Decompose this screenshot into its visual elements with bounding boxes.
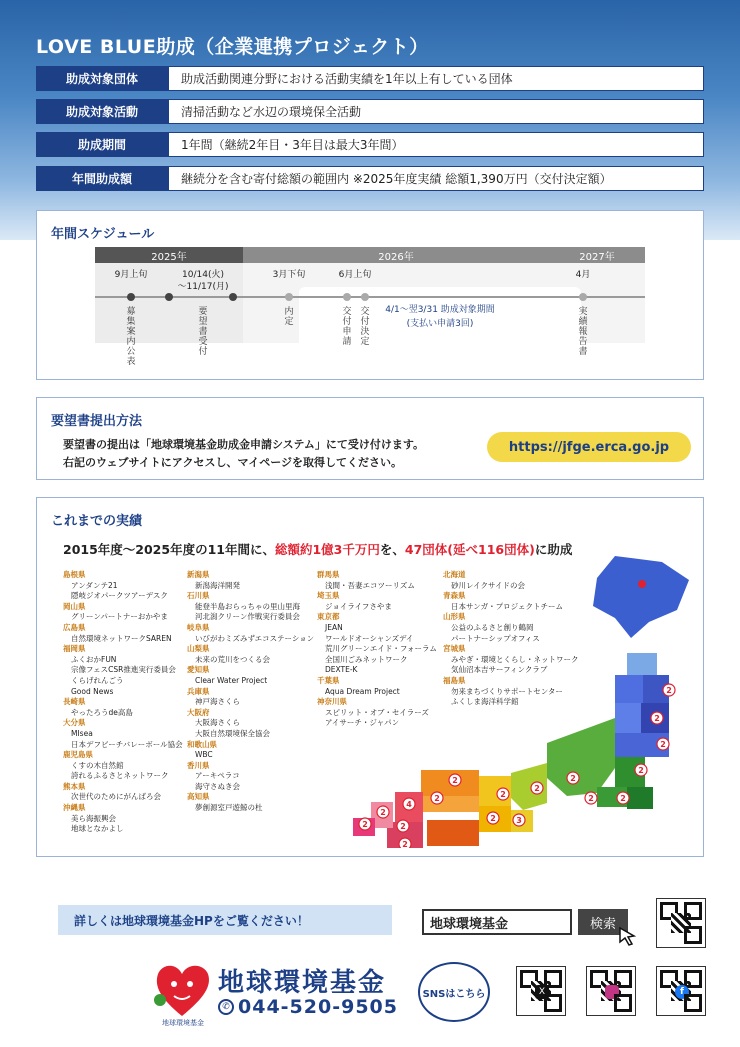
- chubu-shape: [547, 718, 615, 796]
- timeline-dot: [343, 293, 351, 301]
- count-badge: [449, 774, 461, 786]
- organization-name: 自然環境ネットワークSAREN: [71, 633, 172, 643]
- instagram-icon: [605, 985, 619, 999]
- search-input[interactable]: 地球環境基金: [422, 909, 572, 935]
- organization-name: 誇れるふるさとネットワーク: [71, 771, 169, 781]
- organization-name: 勿来まちづくりサポートセンター: [451, 686, 563, 696]
- timeline-dot: [285, 293, 293, 301]
- application-line: 要望書の提出は「地球環境基金助成金申請システム」にて受け付けます。: [63, 438, 425, 451]
- organization-name: 大阪海さくら: [195, 718, 240, 728]
- prefecture-label: 山梨県: [187, 644, 210, 654]
- count-badge: [663, 684, 675, 696]
- organization-name: くらげれんごう: [71, 675, 124, 685]
- prefecture-label: 福島県: [443, 675, 466, 685]
- x-qr-code[interactable]: [516, 966, 566, 1016]
- shikoku-shape: [427, 820, 479, 846]
- count-badge: [431, 792, 443, 804]
- svg-text:2: 2: [654, 714, 660, 723]
- cta-banner: 詳しくは地球環境基金HPをご覧ください！: [58, 905, 392, 935]
- count-badge: [585, 792, 597, 804]
- count-badge: [403, 798, 415, 810]
- organization-name: アンダンテ21: [71, 580, 118, 590]
- month-mar: 3月下旬: [272, 270, 306, 280]
- count-badge: [635, 764, 647, 776]
- info-value: 1年間（継続2年目・3年目は最大3年間）: [168, 132, 704, 157]
- prefecture-label: 広島県: [63, 622, 86, 632]
- prefecture-label: 千葉県: [317, 675, 340, 685]
- count-badge: [497, 788, 509, 800]
- headline-groups: 47団体(延べ116団体): [404, 542, 535, 557]
- prefecture-label: 高知県: [187, 792, 210, 802]
- month-sep: 9月上旬: [114, 270, 148, 280]
- organization-name: 河北潟クリーン作戦実行委員会: [195, 612, 300, 622]
- month-oct-nov: 10/14(火) ～11/17(月): [177, 270, 229, 292]
- info-value: 助成活動関連分野における活動実績を1年以上有している団体: [168, 66, 704, 91]
- chiba-shape: [627, 787, 653, 809]
- organization-name: ジョイライフさやま: [325, 601, 392, 611]
- organization-name: 海守さぬき会: [195, 781, 240, 791]
- info-row-target-org: [36, 66, 704, 91]
- prefecture-label: 山形県: [443, 612, 466, 622]
- svg-text:2: 2: [380, 808, 386, 817]
- month-jun: 6月上旬: [338, 270, 372, 280]
- svg-text:2: 2: [500, 790, 506, 799]
- organization-name: やったろうde高島: [71, 707, 133, 717]
- svg-text:2: 2: [588, 794, 594, 803]
- svg-text:2: 2: [570, 774, 576, 783]
- organization-name: 未来の荒川をつくる会: [195, 654, 270, 664]
- x-icon: X: [535, 985, 549, 999]
- prefecture-label: 福岡県: [63, 644, 86, 654]
- hokkaido-shape: [593, 556, 689, 638]
- prefecture-label: 新潟県: [187, 570, 210, 579]
- facebook-icon: f: [675, 985, 689, 999]
- prefecture-label: 兵庫県: [187, 686, 210, 696]
- organization-name: 砂川レイクサイドの会: [451, 580, 525, 590]
- organization-name: 夢創源室戸遊鯨の杜: [195, 803, 263, 813]
- info-row-annual-amount: [36, 166, 704, 191]
- prefecture-label: 群馬県: [317, 570, 340, 579]
- kyushu-region: [371, 792, 423, 848]
- hokkaido-region: [593, 556, 689, 638]
- facebook-qr-code[interactable]: [656, 966, 706, 1016]
- timeline-dot: [361, 293, 369, 301]
- prefecture-label: 神奈川県: [317, 697, 347, 707]
- results-title: これまでの実績: [51, 514, 143, 529]
- results-column: [187, 570, 314, 814]
- japan-map: [297, 548, 697, 848]
- organization-name: JEAN: [325, 622, 343, 632]
- prefecture-label: 青森県: [443, 591, 466, 601]
- prefecture-label: 埼玉県: [317, 591, 340, 601]
- heart-logo-icon: [150, 958, 214, 1020]
- year-2026-bar: 2026年: [243, 247, 549, 263]
- organization-name: 日本デフビーチバレーボール協会: [71, 739, 183, 749]
- organization-name: 日本サンガ・プロジェクトチーム: [451, 601, 563, 611]
- event-report: 実 績 報 告 書: [578, 307, 588, 357]
- info-value: 継続分を含む寄付総額の範囲内 ※2025年度実績 総額1,390万円（交付決定額）: [168, 166, 704, 191]
- organization-name: 隠岐ジオパークツアーデスク: [71, 591, 168, 601]
- prefecture-label: 宮城県: [443, 644, 466, 654]
- year-2025-bar: 2025年: [95, 247, 243, 263]
- event-informal-decision: 内 定: [284, 307, 294, 327]
- svg-text:2: 2: [362, 820, 368, 829]
- svg-text:2: 2: [402, 840, 408, 848]
- prefecture-label: 香川県: [187, 760, 210, 770]
- svg-text:2: 2: [660, 740, 666, 749]
- period-text: 4/1～翌3/31 助成対象期間: [385, 305, 495, 315]
- count-badge: [513, 814, 525, 826]
- aomori-shape: [627, 653, 657, 675]
- count-badge: [397, 820, 409, 832]
- count-badge: [359, 818, 371, 830]
- yamagata-shape: [615, 703, 641, 733]
- organization-name: 公益のふるさと創り鶴岡: [451, 622, 534, 632]
- prefecture-label: 岐阜県: [187, 622, 210, 632]
- application-panel: [36, 397, 704, 480]
- organization-name: みやぎ・環境とくらし・ネットワーク: [451, 654, 579, 664]
- timeline-dot: [127, 293, 135, 301]
- sns-label: SNSはこちら: [418, 962, 490, 1022]
- month-apr: 4月: [575, 270, 591, 280]
- info-label: 助成対象団体: [36, 66, 168, 91]
- organization-name: 新潟海洋開発: [195, 580, 240, 590]
- count-badge: [617, 792, 629, 804]
- organization-name: ふくしま海洋科学館: [451, 697, 519, 707]
- search-button[interactable]: 検索: [578, 909, 628, 935]
- organization-name: 神戸海さくら: [195, 697, 240, 707]
- prefecture-label: 熊本県: [63, 781, 86, 791]
- phone-text: 044-520-9505: [238, 996, 398, 1018]
- prefecture-label: 岡山県: [63, 601, 86, 611]
- count-badge: [377, 806, 389, 818]
- count-badge: [531, 782, 543, 794]
- page-title: LOVE BLUE助成（企業連携プロジェクト）: [36, 36, 429, 58]
- svg-text:3: 3: [516, 816, 522, 825]
- prefecture-label: 愛知県: [187, 665, 210, 675]
- logo-caption: 地球環境基金: [162, 1019, 204, 1027]
- location-marker: [638, 580, 646, 588]
- count-badge: [487, 812, 499, 824]
- organization-name: いびがわミズみずエコステーション: [195, 633, 315, 643]
- timeline-axis: [95, 296, 645, 298]
- year-2027-bar: 2027年: [549, 247, 645, 263]
- application-line: 右記のウェブサイトにアクセスし、マイページを取得してください。: [63, 456, 403, 469]
- organization-name: パートナーシップオフィス: [451, 633, 540, 643]
- results-panel: [36, 497, 704, 857]
- headline-amount: 総額約1億3千万円: [274, 542, 380, 557]
- chugoku-south-shape: [421, 796, 479, 812]
- prefecture-label: 大分県: [63, 718, 86, 728]
- homepage-qr-code[interactable]: [656, 898, 706, 948]
- svg-text:2: 2: [620, 794, 626, 803]
- organization-name: 地球となかよし: [71, 824, 124, 834]
- headline-text: を、: [379, 542, 405, 557]
- prefecture-label: 大阪府: [187, 707, 210, 717]
- count-badge: [657, 738, 669, 750]
- organization-name: 全国川ごみネットワーク: [325, 654, 408, 664]
- organization-name: Aqua Dream Project: [325, 686, 400, 696]
- svg-text:2: 2: [666, 686, 672, 695]
- schedule-title: 年間スケジュール: [51, 227, 155, 242]
- organization-name: Good News: [71, 686, 114, 696]
- results-column: [63, 570, 183, 835]
- organization-name: 荒川グリーンエイド・フォーラム: [325, 644, 437, 654]
- prefecture-label: 東京都: [317, 612, 340, 622]
- phone-icon: ✆: [218, 999, 234, 1015]
- organization-name: ワールドオーシャンズデイ: [325, 633, 414, 643]
- application-title: 要望書提出方法: [51, 414, 143, 429]
- organization-name: ふくおかFUN: [71, 654, 117, 664]
- timeline-dot: [229, 293, 237, 301]
- cursor-icon: [618, 926, 638, 946]
- info-value: 清掃活動など水辺の環境保全活動: [168, 99, 704, 124]
- svg-text:2: 2: [490, 814, 496, 823]
- count-badge: [399, 838, 411, 848]
- organization-name: MIsea: [71, 728, 93, 738]
- svg-text:4: 4: [406, 800, 412, 809]
- info-label: 年間助成額: [36, 166, 168, 191]
- info-row-target-activity: [36, 99, 704, 124]
- application-text: [63, 436, 424, 472]
- schedule-panel: [36, 210, 704, 380]
- info-label: 助成対象活動: [36, 99, 168, 124]
- timeline-dot: [579, 293, 587, 301]
- svg-text:2: 2: [452, 776, 458, 785]
- organization-name: 浅間・吾妻エコツーリズム: [325, 580, 415, 590]
- organization-name: 次世代のためにがんばろ会: [71, 792, 161, 802]
- prefecture-label: 石川県: [187, 591, 210, 601]
- organization-name: スピリット・オブ・セイラーズ: [325, 707, 429, 717]
- organization-name: 能登半島おらっちゃの里山里海: [195, 601, 300, 611]
- organization-name: 美ら海振興会: [71, 813, 116, 823]
- organization-name: アイサーチ・ジャパン: [325, 718, 400, 728]
- prefecture-label: 北海道: [443, 570, 466, 579]
- period-subtext: (支払い申請3回): [406, 319, 474, 329]
- organization-name: Clear Water Project: [195, 675, 268, 685]
- svg-text:2: 2: [434, 794, 440, 803]
- count-badge: [567, 772, 579, 784]
- website-url-link[interactable]: https://jfge.erca.go.jp: [487, 432, 691, 462]
- prefecture-label: 沖縄県: [63, 803, 86, 813]
- organization-name: グリーンパートナーおかやま: [71, 612, 168, 622]
- svg-text:2: 2: [638, 766, 644, 775]
- prefecture-label: 和歌山県: [187, 739, 217, 749]
- headline-text: 2015年度～2025年度の11年間に、: [63, 542, 275, 557]
- event-grant-application: 交 付 申 請: [342, 307, 352, 347]
- akita-shape: [615, 675, 643, 703]
- headline-text: に助成: [534, 542, 573, 557]
- phone-number: [218, 996, 398, 1018]
- organization-name: 大阪自然環境保全協会: [195, 728, 270, 738]
- organization-name: 気仙沼本吉サーフィンクラブ: [451, 665, 548, 675]
- timeline-dot: [165, 293, 173, 301]
- organization-name: くすの木自然館: [71, 760, 124, 770]
- svg-text:2: 2: [534, 784, 540, 793]
- count-badge: [651, 712, 663, 724]
- event-recruitment: 募 集 案 内 公 表: [126, 307, 136, 367]
- organization-name: 宗像フェスCSR推進実行委員会: [71, 665, 176, 675]
- instagram-qr-code[interactable]: [586, 966, 636, 1016]
- organization-name: 地球環境基金: [218, 968, 387, 998]
- event-request-acceptance: 要 望 書 受 付: [198, 307, 208, 357]
- organization-name: DEXTE-K: [325, 665, 358, 675]
- svg-text:2: 2: [400, 822, 406, 831]
- prefecture-label: 鹿児島県: [63, 750, 93, 760]
- info-label: 助成期間: [36, 132, 168, 157]
- organization-name: アーキペラコ: [195, 771, 240, 781]
- info-row-period: [36, 132, 704, 157]
- prefecture-label: 島根県: [63, 570, 86, 579]
- event-grant-decision: 交 付 決 定: [360, 307, 370, 347]
- organization-name: WBC: [195, 750, 213, 760]
- prefecture-label: 長崎県: [63, 697, 86, 707]
